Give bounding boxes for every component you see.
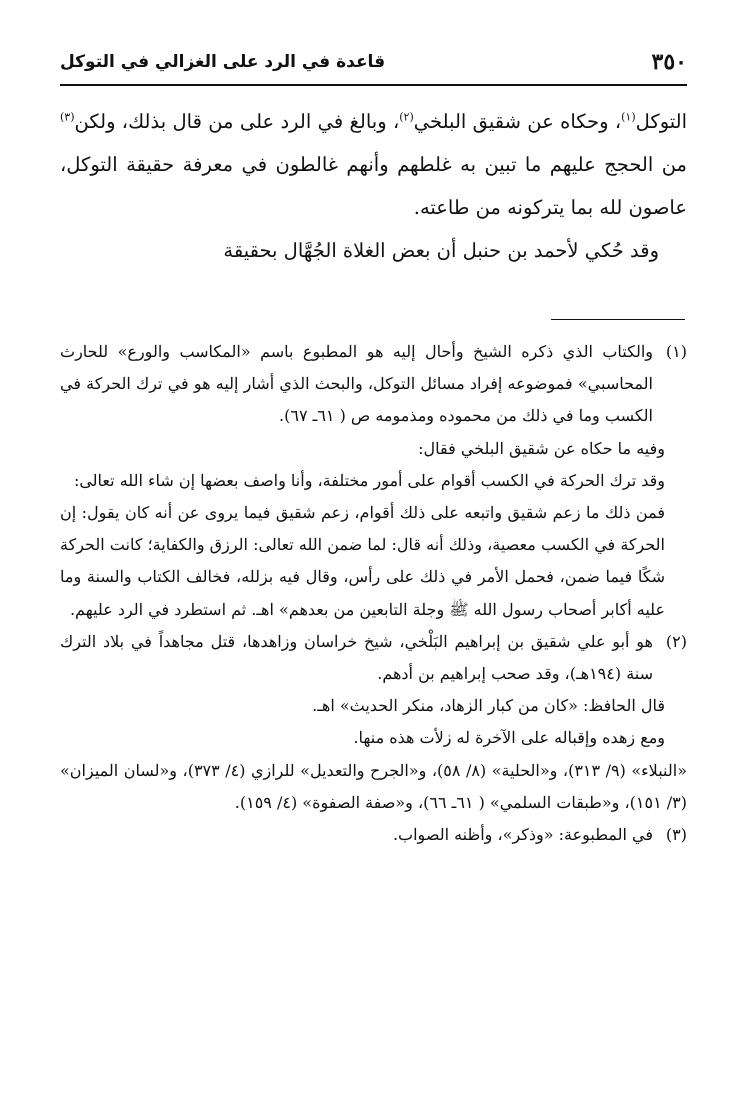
footnote-text: في المطبوعة: «وذكر»، وأظنه الصواب.	[392, 825, 653, 845]
footnote-number: (٢)	[665, 631, 687, 651]
footnote-text: والكتاب الذي ذكره الشيخ وأحال إليه هو المطبوع باسم «المكاسب والورع» للحارث المحاسبي» فموضوعه إفراد مسائل التوكل، والبحث الذي أشار إليه هو في ترك الحركة في الكسب وما في ذلك من محموده ومذمومه ص ( ٦١ـ ٦٧).	[60, 342, 653, 426]
footnote-2-quote-2: ومع زهده وإقباله على الآخرة له زلأت هذه منها.	[353, 728, 665, 748]
footnote-marker-1: (١)	[621, 110, 636, 124]
main-paragraph-1	[60, 100, 687, 229]
text-run: ، وبالغ في الرد على من قال بذلك، ولكن	[74, 110, 400, 133]
footnote-text: هو أبو علي شقيق بن إبراهيم البَلْخي، شيخ خراسان وزاهدها، قتل مجاهداً في بلاد الترك سنة (١٩٤هـ)، وقد صحب إبراهيم بن أدهم.	[60, 631, 653, 684]
main-paragraph-2: وقد حُكي لأحمد بن حنبل أن بعض الغلاة الجُهَّال بحقيقة	[223, 239, 659, 262]
footnote-marker-2: (٢)	[399, 110, 414, 124]
running-title: قاعدة في الرد على الغزالي في التوكل	[60, 52, 386, 72]
footnote-1-quote-3: فمن ذلك ما زعم شقيق واتبعه على ذلك أقوام، زعم شقيق فيما يروى عن أنه كان يقول: إن الحركة في الكسب معصية، وذلك أنه قال: لما ضمن الله تعالى: الرزق والكفاية؛ كانت الحركة شكًا فيما ضمن، فحمل الأمر في ذلك على رأس، وقال فيه بزلله، فخالف الكتاب والسنة وما عليه أكابر أصحاب رسول الله ﷺ وجلة التابعين من بعدهم» اهـ. ثم استطرد في الرد عليهم.	[60, 503, 666, 619]
footnote-1-quote-1: وفيه ما حكاه عن شقيق البلخي فقال:	[418, 438, 665, 458]
page-header	[60, 42, 687, 82]
page-number: ٣٥٠	[651, 49, 687, 75]
footnote-1	[60, 336, 687, 433]
footnote-3	[60, 819, 687, 851]
footnote-number: (٣)	[665, 825, 687, 845]
footnote-2-quote-1: قال الحافظ: «كان من كبار الزهاد، منكر الحديث» اهـ.	[312, 696, 665, 716]
footnote-2-references: «النبلاء» (٩/ ٣١٣)، و«الحلية» (٨/ ٥٨)، و«الجرح والتعديل» للرازي (٤/ ٣٧٣)، و«لسان الميزان» (٣/ ١٥١)، و«طبقات السلمي» ( ٦١ـ ٦٦)، و«صفة الصفوة» (٤/ ١٥٩).	[60, 760, 687, 812]
footnotes	[60, 336, 687, 851]
text-run: ، وحكاه عن شقيق البلخي	[413, 110, 622, 133]
text-run: من الحجج عليهم ما تبين به غلطهم وأنهم غالطون في معرفة حقيقة التوكل، عاصون لله بما يتركونه من طاعته.	[60, 153, 687, 219]
header-rule	[60, 84, 687, 86]
footnote-separator	[551, 319, 685, 320]
footnote-number: (١)	[665, 342, 687, 361]
footnote-2	[60, 626, 687, 690]
footnote-marker-3: (٣)	[60, 110, 75, 124]
main-text	[60, 100, 687, 272]
footnote-1-quote-2: وقد ترك الحركة في الكسب أقوام على أمور مختلفة، وأنا واصف بعضها إن شاء الله تعالى:	[73, 470, 665, 490]
text-run: التوكل	[635, 110, 688, 133]
